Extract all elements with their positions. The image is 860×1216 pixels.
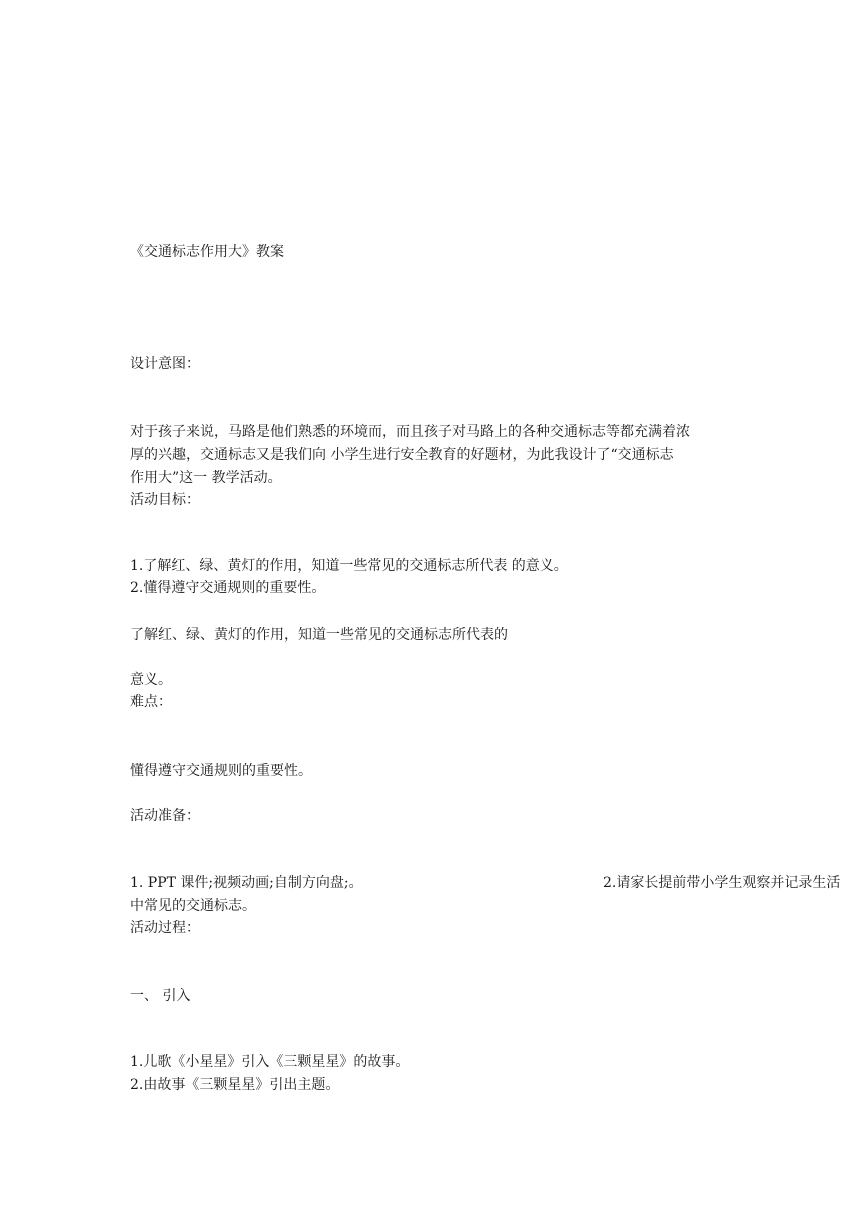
difficulty-heading: 难点： — [130, 694, 172, 710]
design-intent-line-2: 厚的兴趣，交通标志又是我们向 小学生进行安全教育的好题材，为此我设计了“交通标志 — [130, 447, 674, 463]
document-title: 《交通标志作用大》教案 — [130, 244, 284, 260]
preparation-heading: 活动准备： — [130, 808, 200, 824]
step-item-2: 2.由故事《三颗星星》引出主题。 — [130, 1077, 340, 1093]
design-intent-heading: 设计意图： — [130, 356, 200, 372]
step-item-1: 1.儿歌《小星星》引入《三颗星星》的故事。 — [130, 1054, 410, 1070]
preparation-line-1 — [130, 872, 841, 894]
difficulty-text: 懂得遵守交通规则的重要性。 — [130, 763, 312, 779]
goals-heading: 活动目标： — [130, 492, 200, 508]
preparation-item-1: 1. PPT 课件;视频动画;自制方向盘;。 — [130, 875, 363, 891]
key-point-line-2: 意义。 — [130, 672, 172, 688]
key-point-line-1: 了解红、绿、黄灯的作用，知道一些常见的交通标志所代表的 — [130, 627, 508, 643]
preparation-item-2-continued: 中常见的交通标志。 — [130, 898, 256, 914]
design-intent-line-1: 对于孩子来说，马路是他们熟悉的环境而，而且孩子对马路上的各种交通标志等都充满着浓 — [130, 424, 690, 440]
preparation-item-2: 2.请家长提前带小学生观察并记录生活 — [603, 875, 841, 891]
goal-item-1: 1.了解红、绿、黄灯的作用，知道一些常见的交通标志所代表 的意义。 — [130, 558, 568, 574]
design-intent-line-3: 作用大”这一 教学活动。 — [130, 470, 282, 486]
process-heading: 活动过程： — [130, 920, 200, 936]
goal-item-2: 2.懂得遵守交通规则的重要性。 — [130, 580, 326, 596]
section-1-heading: 一、 引入 — [130, 988, 191, 1004]
